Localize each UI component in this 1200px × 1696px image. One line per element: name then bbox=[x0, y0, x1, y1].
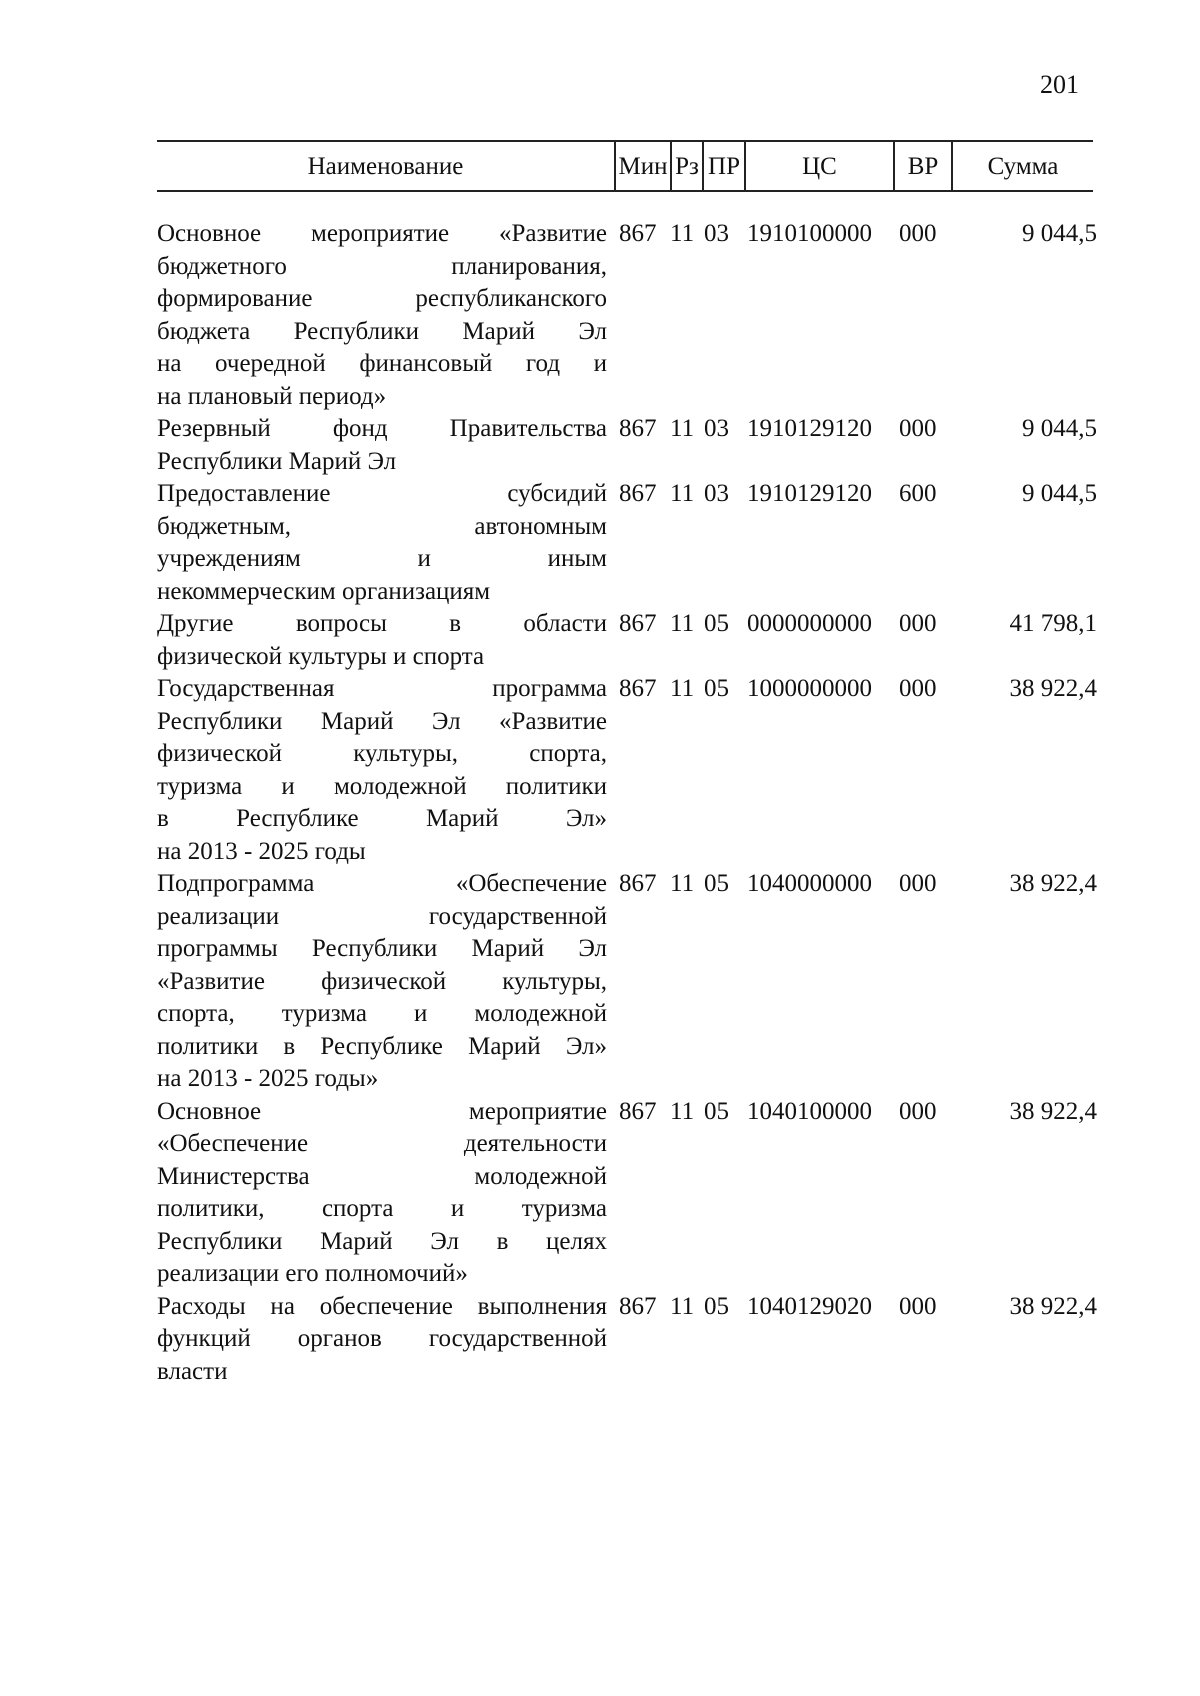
row-name bbox=[157, 413, 607, 478]
row-name-line: на плановый период» bbox=[157, 382, 387, 410]
row-pr: 05 bbox=[704, 675, 729, 702]
row-vr: 000 bbox=[899, 415, 937, 442]
row-cs: 1910129120 bbox=[747, 480, 872, 507]
row-rz: 11 bbox=[670, 415, 695, 442]
row-name bbox=[157, 1096, 607, 1291]
row-name-line: бюджетным, автономным bbox=[157, 512, 607, 540]
row-name-line: физической культуры, спорта, bbox=[157, 740, 607, 767]
row-cs: 1040129020 bbox=[747, 1292, 872, 1320]
row-min: 867 bbox=[619, 675, 657, 702]
row-rz: 11 bbox=[670, 1292, 695, 1320]
row-rz: 11 bbox=[670, 480, 695, 507]
table-body bbox=[157, 218, 1097, 1388]
row-rz: 11 bbox=[670, 870, 695, 897]
row-vr: 000 bbox=[899, 1097, 937, 1125]
row-name bbox=[157, 218, 607, 413]
row-name-line: на 2013 - 2025 годы» bbox=[157, 1065, 379, 1092]
row-cs: 1000000000 bbox=[747, 675, 872, 702]
row-name-line: бюджета Республики Марий Эл bbox=[157, 317, 607, 345]
row-name-line: Расходы на обеспечение выполнения bbox=[157, 1292, 607, 1320]
row-sum: 41 798,1 bbox=[1009, 610, 1097, 637]
row-name-line: спорта, туризма и молодежной bbox=[157, 1000, 607, 1027]
row-cs: 1910100000 bbox=[747, 220, 872, 247]
row-name-line: бюджетного планирования, bbox=[157, 252, 607, 280]
row-cs: 1040100000 bbox=[747, 1097, 872, 1125]
row-name bbox=[157, 673, 607, 868]
header-cs: ЦС bbox=[744, 142, 893, 190]
row-min: 867 bbox=[619, 1292, 657, 1320]
row-rz: 11 bbox=[670, 220, 695, 247]
row-pr: 03 bbox=[704, 480, 729, 507]
row-vr: 000 bbox=[899, 870, 937, 897]
row-vr: 000 bbox=[899, 1292, 937, 1320]
table-row bbox=[157, 218, 1097, 413]
table-row bbox=[157, 478, 1097, 608]
header-vr: ВР bbox=[893, 142, 951, 190]
row-name-line: политики в Республике Марий Эл» bbox=[157, 1032, 607, 1060]
row-cs: 1040000000 bbox=[747, 870, 872, 897]
row-name bbox=[157, 478, 607, 608]
row-pr: 05 bbox=[704, 610, 729, 637]
row-rz: 11 bbox=[670, 610, 695, 637]
row-name bbox=[157, 1291, 607, 1389]
row-pr: 05 bbox=[704, 1292, 729, 1320]
row-min: 867 bbox=[619, 870, 657, 897]
row-name-line: туризма и молодежной политики bbox=[157, 772, 607, 800]
row-rz: 11 bbox=[670, 1097, 695, 1125]
table-row bbox=[157, 413, 1097, 478]
row-name-line: программы Республики Марий Эл bbox=[157, 935, 607, 962]
row-min: 867 bbox=[619, 480, 657, 507]
row-pr: 05 bbox=[704, 1097, 729, 1125]
row-name-line: функций органов государственной bbox=[157, 1325, 607, 1352]
row-name-line: реализации государственной bbox=[157, 902, 607, 930]
row-sum: 38 922,4 bbox=[1009, 1292, 1097, 1320]
row-pr: 03 bbox=[704, 415, 729, 442]
row-sum: 9 044,5 bbox=[1022, 220, 1097, 247]
table-row bbox=[157, 868, 1097, 1096]
row-name-line: Государственная программа bbox=[157, 675, 607, 702]
row-name-line: политики, спорта и туризма bbox=[157, 1195, 607, 1222]
row-sum: 38 922,4 bbox=[1009, 675, 1097, 702]
row-name-line: учреждениям и иным bbox=[157, 545, 607, 572]
table-row bbox=[157, 673, 1097, 868]
row-sum: 9 044,5 bbox=[1022, 415, 1097, 442]
row-sum: 9 044,5 bbox=[1022, 480, 1097, 507]
row-vr: 000 bbox=[899, 610, 937, 637]
row-min: 867 bbox=[619, 1097, 657, 1125]
row-name-line: «Обеспечение деятельности bbox=[157, 1130, 607, 1157]
header-rz: Рз bbox=[670, 142, 702, 190]
row-name-line: «Развитие физической культуры, bbox=[157, 967, 607, 995]
row-vr: 000 bbox=[899, 675, 937, 702]
row-vr: 600 bbox=[899, 480, 937, 507]
row-name-line: Резервный фонд Правительства bbox=[157, 415, 607, 442]
row-name bbox=[157, 868, 607, 1096]
header-name: Наименование bbox=[307, 153, 464, 180]
row-name-line: Другие вопросы в области bbox=[157, 610, 607, 637]
header-pr: ПР bbox=[702, 142, 744, 190]
header-sum: Сумма bbox=[951, 142, 1093, 190]
row-name-line: Основное мероприятие «Развитие bbox=[157, 220, 607, 247]
row-min: 867 bbox=[619, 610, 657, 637]
row-name-line: некоммерческим организациям bbox=[157, 577, 491, 605]
table-header bbox=[157, 140, 1093, 192]
page-number: 201 bbox=[1040, 70, 1079, 99]
row-name-line: Предоставление субсидий bbox=[157, 480, 607, 507]
row-sum: 38 922,4 bbox=[1009, 1097, 1097, 1125]
row-name-line: формирование республиканского bbox=[157, 285, 607, 312]
row-vr: 000 bbox=[899, 220, 937, 247]
table-row bbox=[157, 608, 1097, 673]
row-name-line: на 2013 - 2025 годы bbox=[157, 837, 366, 865]
row-name-line: реализации его полномочий» bbox=[157, 1260, 468, 1287]
row-name-line: Основное мероприятие bbox=[157, 1097, 607, 1125]
row-cs: 0000000000 bbox=[747, 610, 872, 637]
row-name-line: власти bbox=[157, 1357, 228, 1385]
row-min: 867 bbox=[619, 220, 657, 247]
row-name bbox=[157, 608, 607, 673]
row-name-line: Республики Марий Эл «Развитие bbox=[157, 707, 607, 735]
row-name-line: Республики Марий Эл bbox=[157, 447, 397, 475]
row-rz: 11 bbox=[670, 675, 695, 702]
row-pr: 05 bbox=[704, 870, 729, 897]
row-min: 867 bbox=[619, 415, 657, 442]
row-name-line: физической культуры и спорта bbox=[157, 642, 485, 670]
row-name-line: Республики Марий Эл в целях bbox=[157, 1227, 607, 1255]
header-min: Мин bbox=[614, 142, 670, 190]
row-name-line: на очередной финансовый год и bbox=[157, 350, 607, 377]
table-row bbox=[157, 1096, 1097, 1291]
row-cs: 1910129120 bbox=[747, 415, 872, 442]
table-row bbox=[157, 1291, 1097, 1389]
row-name-line: в Республике Марий Эл» bbox=[157, 805, 607, 832]
row-name-line: Министерства молодежной bbox=[157, 1162, 607, 1190]
row-name-line: Подпрограмма «Обеспечение bbox=[157, 870, 607, 897]
row-pr: 03 bbox=[704, 220, 729, 247]
row-sum: 38 922,4 bbox=[1009, 870, 1097, 897]
